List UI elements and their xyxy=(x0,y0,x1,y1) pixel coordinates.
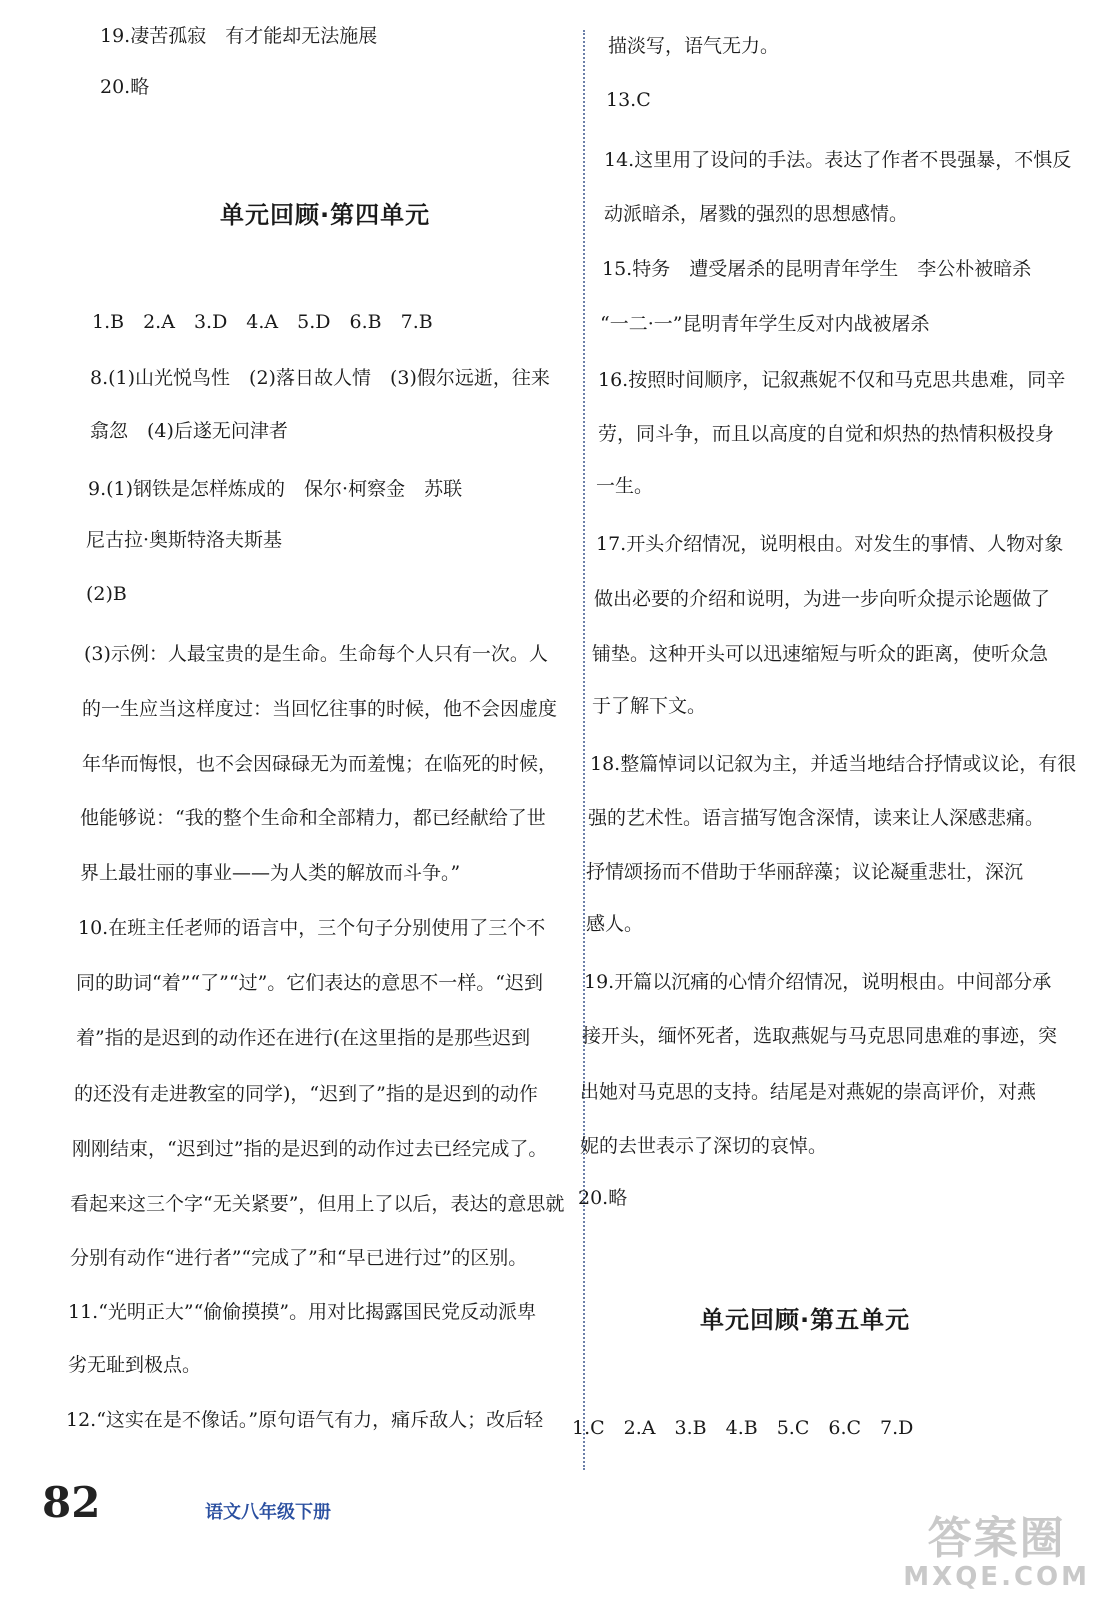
answer-line: 出她对马克思的支持。结尾是对燕妮的崇高评价，对燕 xyxy=(580,1081,1037,1103)
answer-line: 劣无耻到极点。 xyxy=(68,1354,202,1376)
answer-line: 12.“这实在是不像话。”原句语气有力，痛斥敌人；改后轻 xyxy=(66,1409,544,1431)
book-title: 语文八年级下册 xyxy=(205,1502,331,1523)
section-heading-unit-4: 单元回顾·第四单元 xyxy=(220,201,431,229)
answer-line: 强的艺术性。语言描写饱含深情，读来让人深感悲痛。 xyxy=(588,807,1045,829)
answer-line: 18.整篇悼词以记叙为主，并适当地结合抒情或议论，有很 xyxy=(590,753,1077,775)
answer-line: 做出必要的介绍和说明，为进一步向听众提示论题做了 xyxy=(594,588,1051,610)
answer-line: 铺垫。这种开头可以迅速缩短与听众的距离，使听众急 xyxy=(592,643,1049,665)
answer-line: (3)示例：人最宝贵的是生命。生命每个人只有一次。人 xyxy=(84,643,548,665)
answer-line: 同的助词“着”“了”“过”。它们表达的意思不一样。“迟到 xyxy=(76,972,543,994)
answer-line: 年华而悔恨，也不会因碌碌无为而羞愧；在临死的时候， xyxy=(82,753,558,775)
answer-line: 15.特务 遭受屠杀的昆明青年学生 李公朴被暗杀 xyxy=(602,258,1032,280)
answer-line: 抒情颂扬而不借助于华丽辞藻；议论凝重悲壮，深沉 xyxy=(586,861,1024,883)
answer-line: 界上最壮丽的事业——为人类的解放而斗争。” xyxy=(80,862,461,884)
page-number: 82 xyxy=(42,1478,101,1527)
answer-line: 劳，同斗争，而且以高度的自觉和炽热的热情积极投身 xyxy=(598,423,1055,445)
section-heading-unit-5: 单元回顾·第五单元 xyxy=(700,1306,911,1334)
watermark xyxy=(903,1513,1090,1592)
answer-line: 尼古拉·奥斯特洛夫斯基 xyxy=(86,529,283,551)
answer-line: 9.(1)钢铁是怎样炼成的 保尔·柯察金 苏联 xyxy=(88,478,463,500)
answer-line: (2)B xyxy=(86,583,127,605)
answer-line: 看起来这三个字“无关紧要”，但用上了以后，表达的意思就 xyxy=(70,1193,565,1215)
answer-line: 14.这里用了设问的手法。表达了作者不畏强暴，不惧反 xyxy=(604,149,1072,171)
answer-line: 的还没有走进教室的同学)，“迟到了”指的是迟到的动作 xyxy=(74,1083,538,1105)
answer-line: 刚刚结束，“迟到过”指的是迟到的动作过去已经完成了。 xyxy=(72,1138,548,1160)
watermark-site: MXQE.COM xyxy=(903,1562,1090,1592)
watermark-logo: 答案圈 xyxy=(927,1513,1066,1564)
answer-line: 16.按照时间顺序，记叙燕妮不仅和马克思共患难，同辛 xyxy=(598,369,1066,391)
answer-line: 17.开头介绍情况，说明根由。对发生的事情、人物对象 xyxy=(596,533,1064,555)
answer-line: 19.开篇以沉痛的心情介绍情况，说明根由。中间部分承 xyxy=(584,971,1052,993)
answer-line: 接开头，缅怀死者，选取燕妮与马克思同患难的事迹，突 xyxy=(582,1025,1058,1047)
answer-line: “一二·一”昆明青年学生反对内战被屠杀 xyxy=(600,313,930,335)
answer-line: 于了解下文。 xyxy=(592,695,707,717)
answer-line: 他能够说：“我的整个生命和全部精力，都已经献给了世 xyxy=(80,807,546,829)
answer-line: 着”指的是迟到的动作还在进行(在这里指的是那些迟到 xyxy=(76,1027,531,1049)
answer-line: 妮的去世表示了深切的哀悼。 xyxy=(580,1135,828,1157)
answer-line: 10.在班主任老师的语言中，三个句子分别使用了三个不 xyxy=(78,917,546,939)
answer-line: 一生。 xyxy=(596,475,654,497)
answer-line: 11.“光明正大”“偷偷摸摸”。用对比揭露国民党反动派卑 xyxy=(68,1301,537,1323)
answer-line: 翕忽 (4)后遂无问津者 xyxy=(90,420,288,442)
answer-line: 分别有动作“进行者”“完成了”和“早已进行过”的区别。 xyxy=(70,1247,528,1269)
answer-line: 动派暗杀，屠戮的强烈的思想感情。 xyxy=(604,203,909,225)
answer-line: 1.C 2.A 3.B 4.B 5.C 6.C 7.D xyxy=(572,1417,914,1439)
column-divider xyxy=(583,30,585,1470)
answer-line: 描淡写，语气无力。 xyxy=(608,35,780,57)
answer-line: 8.(1)山光悦鸟性 (2)落日故人情 (3)假尔远逝，往来 xyxy=(90,367,550,389)
answer-line: 20.略 xyxy=(100,76,150,98)
answer-line: 感人。 xyxy=(586,913,644,935)
answer-line: 20.略 xyxy=(578,1187,628,1209)
answer-line: 的一生应当这样度过：当回忆往事的时候，他不会因虚度 xyxy=(82,698,558,720)
answer-line: 13.C xyxy=(606,89,651,111)
answer-line: 19.凄苦孤寂 有才能却无法施展 xyxy=(100,25,378,47)
answer-line: 1.B 2.A 3.D 4.A 5.D 6.B 7.B xyxy=(92,311,433,333)
